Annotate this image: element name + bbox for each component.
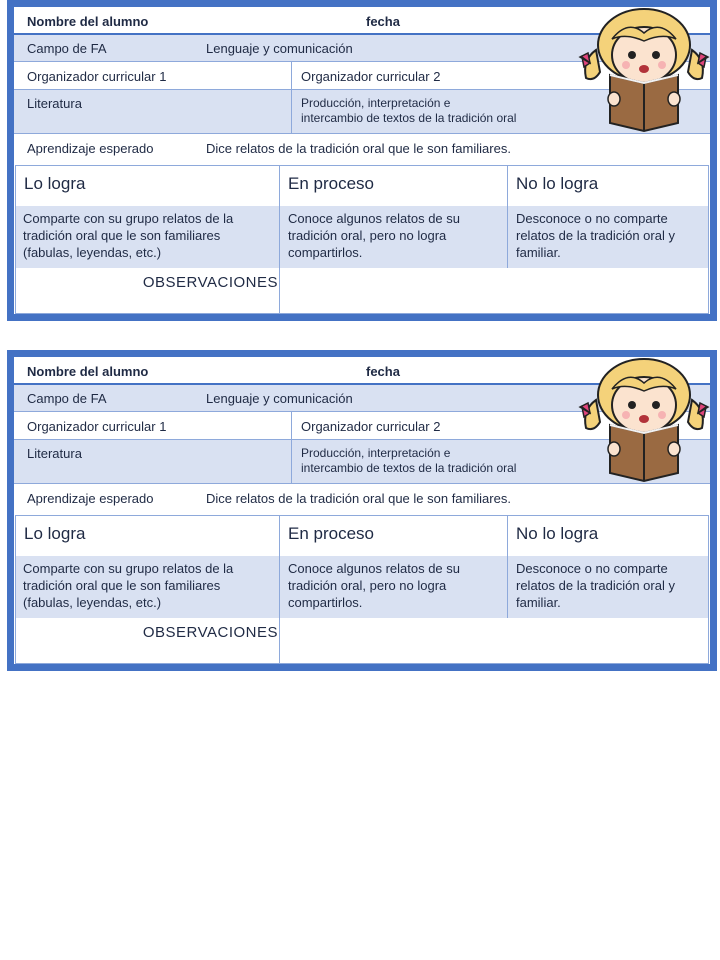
lo-logra-header: Lo logra: [24, 174, 86, 193]
date-label: fecha: [366, 14, 400, 29]
observaciones-label: OBSERVACIONES: [142, 624, 278, 641]
observaciones-row: [16, 618, 708, 663]
organizador-1-label: Organizador curricular 1: [27, 419, 167, 434]
campo-value: Lenguaje y comunicación: [206, 391, 353, 406]
organizador-2-value-line-1: Producción, interpretación e: [301, 96, 451, 110]
lo-logra-descriptor: Comparte con su grupo relatos de la tradición oral que le son familiares (fabulas, leyendas, etc.): [23, 561, 234, 610]
girl-reading-book-icon: [574, 355, 714, 483]
campo-label: Campo de FA: [27, 391, 107, 406]
aprendizaje-row: [14, 484, 710, 515]
en-proceso-header: En proceso: [288, 174, 374, 193]
organizador-2-label: Organizador curricular 2: [301, 419, 441, 434]
observaciones-input[interactable]: [284, 272, 704, 309]
aprendizaje-label: Aprendizaje esperado: [27, 491, 154, 506]
rubric-table: [15, 515, 709, 664]
observaciones-label: OBSERVACIONES: [142, 274, 278, 291]
lo-logra-descriptor: Comparte con su grupo relatos de la tradición oral que le son familiares (fabulas, leyendas, etc.): [23, 211, 234, 260]
organizador-2-label: Organizador curricular 2: [301, 69, 441, 84]
en-proceso-descriptor: Conoce algunos relatos de su tradición oral, pero no logra compartirlos.: [288, 211, 461, 260]
lo-logra-header: Lo logra: [24, 524, 86, 543]
rubric-descriptor-row: [16, 206, 708, 269]
card-body: [14, 7, 710, 314]
card-body: [14, 357, 710, 664]
organizador-1-value: Literatura: [27, 96, 82, 111]
aprendizaje-value: Dice relatos de la tradición oral que le son familiares.: [206, 491, 511, 506]
en-proceso-header: En proceso: [288, 524, 374, 543]
organizador-2-value: [301, 96, 571, 126]
organizador-2-value-line-1: Producción, interpretación e: [301, 446, 451, 460]
rubric-card-1: [7, 0, 717, 321]
aprendizaje-value: Dice relatos de la tradición oral que le son familiares.: [206, 141, 511, 156]
observaciones-row: [16, 268, 708, 313]
organizador-2-value: [301, 446, 571, 476]
rubric-card-2: [7, 350, 717, 671]
no-lo-logra-header: No lo logra: [516, 174, 599, 193]
observaciones-input[interactable]: [284, 622, 704, 659]
aprendizaje-label: Aprendizaje esperado: [27, 141, 154, 156]
no-lo-logra-descriptor: Desconoce o no comparte relatos de la tradición oral y familiar.: [516, 211, 675, 260]
organizador-2-value-line-2: intercambio de textos de la tradición oral: [301, 461, 517, 475]
girl-reading-book-icon: [574, 5, 714, 133]
student-name-label: Nombre del alumno: [27, 364, 149, 379]
no-lo-logra-header: No lo logra: [516, 524, 599, 543]
organizador-1-value: Literatura: [27, 446, 82, 461]
date-label: fecha: [366, 364, 400, 379]
campo-label: Campo de FA: [27, 41, 107, 56]
rubric-table: [15, 165, 709, 314]
rubric-descriptor-row: [16, 556, 708, 619]
rubric-header-row: [16, 516, 708, 558]
aprendizaje-row: [14, 134, 710, 165]
student-name-label: Nombre del alumno: [27, 14, 149, 29]
campo-value: Lenguaje y comunicación: [206, 41, 353, 56]
organizador-2-value-line-2: intercambio de textos de la tradición oral: [301, 111, 517, 125]
rubric-header-row: [16, 166, 708, 208]
no-lo-logra-descriptor: Desconoce o no comparte relatos de la tradición oral y familiar.: [516, 561, 675, 610]
en-proceso-descriptor: Conoce algunos relatos de su tradición oral, pero no logra compartirlos.: [288, 561, 461, 610]
organizador-1-label: Organizador curricular 1: [27, 69, 167, 84]
